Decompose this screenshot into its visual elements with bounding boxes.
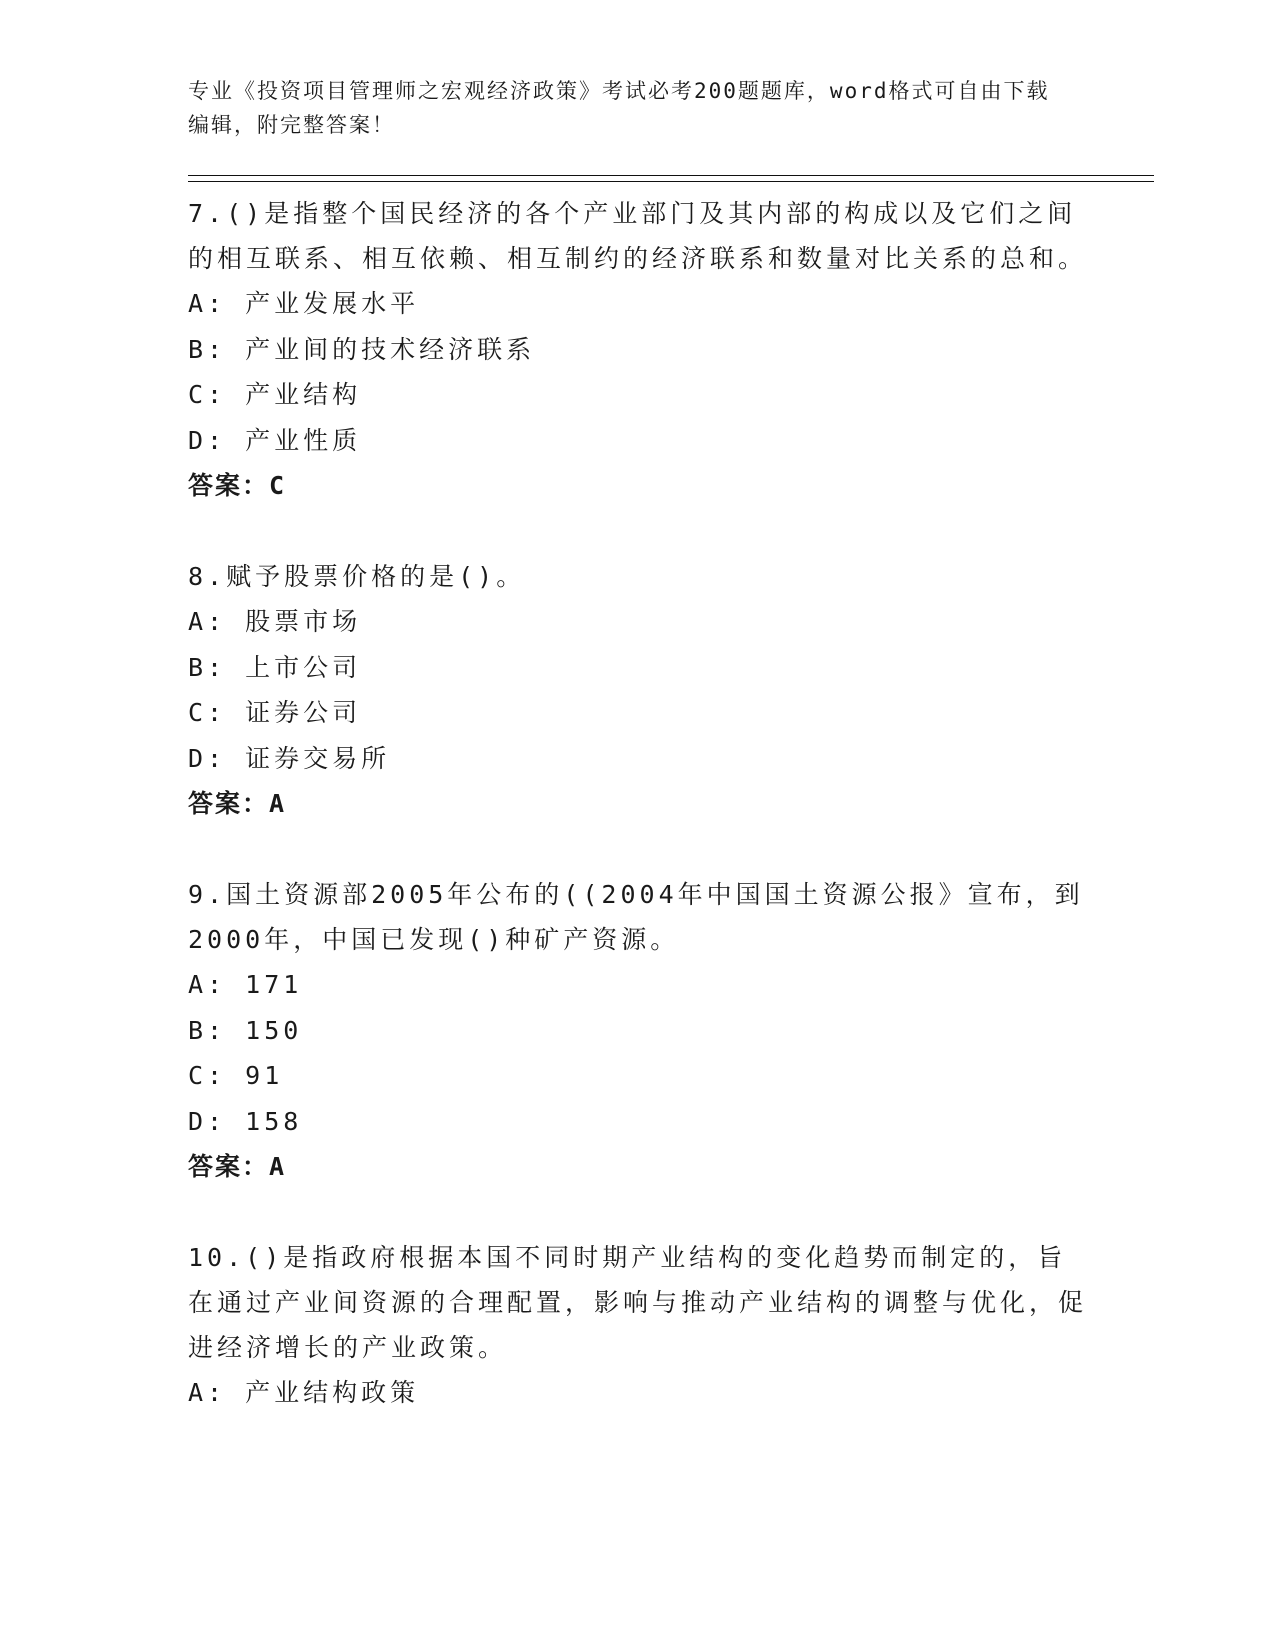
document-header: 专业《投资项目管理师之宏观经济政策》考试必考200题题库，word格式可自由下载编辑，附完整答案！ (188, 79, 1050, 137)
question-8 (188, 554, 1088, 827)
option-a: A: 产业发展水平 (188, 289, 420, 318)
question-9 (188, 872, 1088, 1190)
question-list (188, 191, 1088, 1416)
option-list (188, 962, 1088, 1144)
answer-label: 答案：A (188, 789, 287, 818)
option-c: C: 产业结构 (188, 380, 362, 409)
question-text: 8.赋予股票价格的是()。 (188, 562, 526, 591)
option-c: C: 证券公司 (188, 698, 362, 727)
option-a: A: 171 (188, 970, 303, 999)
option-d: D: 产业性质 (188, 425, 362, 455)
question-10 (188, 1235, 1088, 1416)
option-b: B: 上市公司 (188, 652, 362, 682)
question-text: 7.()是指整个国民经济的各个产业部门及其内部的构成以及它们之间的相互联系、相互依赖、相互制约的经济联系和数量对比关系的总和。 (188, 199, 1088, 273)
question-spacer (188, 827, 1088, 872)
header-rule-bottom (188, 181, 1154, 182)
option-b: B: 产业间的技术经济联系 (188, 334, 536, 364)
option-list (188, 599, 1088, 781)
answer-label: 答案：A (188, 1152, 287, 1181)
question-spacer (188, 1190, 1088, 1235)
option-c: C: 91 (188, 1061, 284, 1090)
question-text: 9.国土资源部2005年公布的((2004年中国国土资源公报》宣布，到2000年，中国已发现()种矿产资源。 (188, 880, 1084, 954)
option-a: A: 产业结构政策 (188, 1378, 420, 1407)
header-rule-top (188, 175, 1154, 176)
option-b: B: 150 (188, 1015, 303, 1045)
answer-label: 答案：C (188, 471, 287, 500)
question-7 (188, 191, 1088, 509)
question-text: 10.()是指政府根据本国不同时期产业结构的变化趋势而制定的，旨在通过产业间资源的合理配置，影响与推动产业结构的调整与优化，促进经济增长的产业政策。 (188, 1243, 1088, 1362)
question-spacer (188, 509, 1088, 554)
option-list (188, 1370, 1088, 1416)
option-a: A: 股票市场 (188, 607, 362, 636)
option-d: D: 证券交易所 (188, 743, 391, 773)
option-d: D: 158 (188, 1106, 303, 1136)
option-list (188, 281, 1088, 463)
